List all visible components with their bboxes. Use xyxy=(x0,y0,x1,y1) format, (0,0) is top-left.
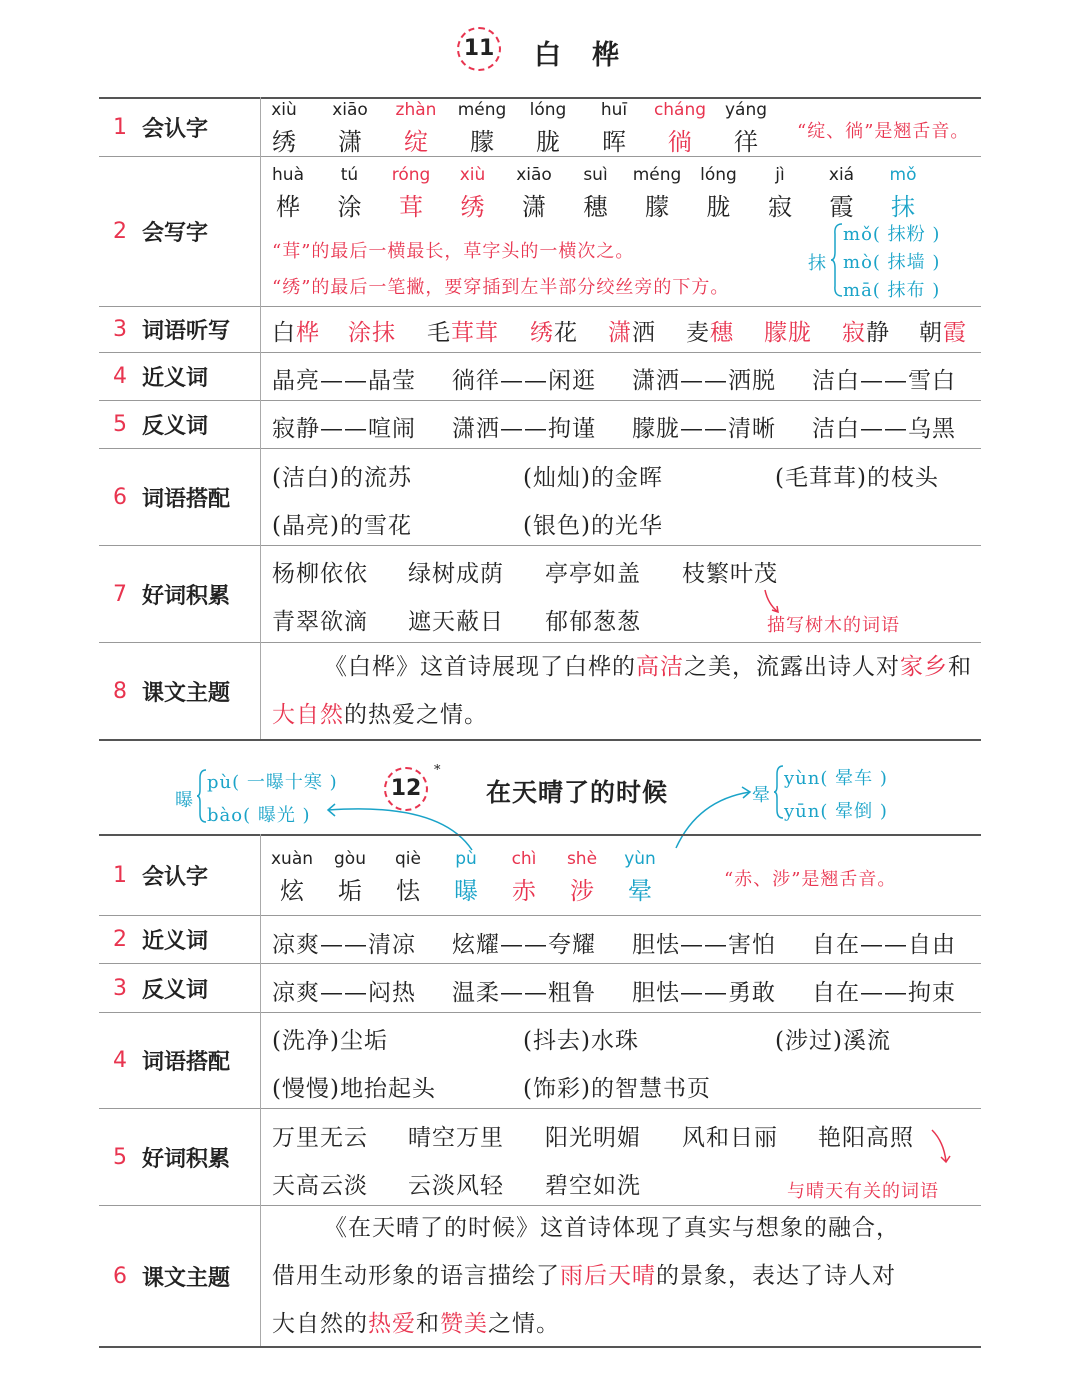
hanzi: 桦 xyxy=(276,193,300,221)
pinyin: tú xyxy=(340,165,359,185)
hanzi: 绣 xyxy=(460,193,485,221)
row-label: 6 课文主题 xyxy=(113,1263,231,1291)
pinyin: xiù xyxy=(459,165,486,185)
good-words-note: 描写树木的词语 xyxy=(767,615,900,636)
row-label: 7 好词积累 xyxy=(113,581,231,609)
good-word: 艳阳高照 xyxy=(818,1125,914,1151)
dictation-word: 毛茸茸 xyxy=(427,320,499,346)
row-label: 5 反义词 xyxy=(113,412,209,439)
dictation-word: 潇洒 xyxy=(608,320,656,346)
hanzi: 涉 xyxy=(570,877,594,905)
hanzi: 绽 xyxy=(404,128,428,156)
pinyin: gòu xyxy=(334,849,366,869)
polyphone-reading: mā( 抹布 ) xyxy=(843,280,941,301)
divider xyxy=(260,834,261,1346)
pinyin: qiè xyxy=(395,849,421,869)
hanzi: 抹 xyxy=(891,193,915,221)
polyphone-reading: mò( 抹墙 ) xyxy=(843,252,941,273)
word-pair: 自在——拘束 xyxy=(812,980,956,1006)
pinyin: xiù xyxy=(271,100,297,120)
brace-icon xyxy=(830,222,844,298)
pinyin: pù xyxy=(455,849,477,869)
pinyin: méng xyxy=(632,165,682,185)
good-word: 遮天蔽日 xyxy=(408,609,504,635)
hanzi: 茸 xyxy=(399,193,423,221)
row-label: 5 好词积累 xyxy=(113,1144,231,1172)
hanzi: 朦 xyxy=(470,128,494,156)
hanzi: 潇 xyxy=(338,128,362,156)
collocation: (晶亮)的雪花 xyxy=(272,513,412,539)
row-label: 1 会认字 xyxy=(113,862,209,890)
collocation: (涉过)溪流 xyxy=(775,1028,891,1054)
dictation-word: 涂抹 xyxy=(348,320,396,346)
collocation: (饰彩)的智慧书页 xyxy=(523,1076,711,1102)
collocation: (灿灿)的金晖 xyxy=(523,465,663,491)
pinyin: lóng xyxy=(700,165,737,185)
row-label: 6 词语搭配 xyxy=(113,484,231,512)
row-label: 2 会写字 xyxy=(113,219,209,246)
lesson-title: 白 桦 xyxy=(534,40,621,71)
pinyin: yáng xyxy=(724,100,768,120)
pinyin: zhàn xyxy=(395,100,437,120)
hanzi: 晕 xyxy=(628,877,652,905)
hanzi: 穗 xyxy=(583,193,608,221)
word-pair: 潇洒——拘谨 xyxy=(452,416,596,442)
row-label: 1 会认字 xyxy=(113,114,209,142)
hanzi: 曝 xyxy=(454,877,478,905)
hanzi: 霞 xyxy=(829,193,854,221)
word-pair: 温柔——粗鲁 xyxy=(452,980,596,1006)
lesson-number-badge: 12 xyxy=(384,767,428,811)
good-word: 天高云淡 xyxy=(272,1173,368,1199)
hanzi: 晖 xyxy=(602,128,626,156)
good-word: 绿树成荫 xyxy=(408,561,504,587)
arrow-icon xyxy=(670,782,760,852)
hanzi: 潇 xyxy=(522,193,546,221)
write-note-1: “茸”的最后一横最长，草字头的一横次之。 xyxy=(272,241,635,262)
pinyin: róng xyxy=(391,165,431,185)
row-label: 8 课文主题 xyxy=(113,678,231,706)
good-word: 郁郁葱葱 xyxy=(545,609,641,635)
pinyin: cháng xyxy=(653,100,707,120)
word-pair: 自在——自由 xyxy=(812,932,956,958)
polyphone-reading: pù( 一曝十寒 ) xyxy=(207,772,338,793)
pinyin: shè xyxy=(566,849,598,869)
read-note: “绽、徜”是翘舌音。 xyxy=(797,121,970,142)
good-word: 阳光明媚 xyxy=(545,1125,641,1151)
pinyin: huà xyxy=(272,165,304,185)
word-pair: 洁白——雪白 xyxy=(812,368,956,394)
collocation: (银色)的光华 xyxy=(523,513,663,539)
good-word: 枝繁叶茂 xyxy=(682,561,778,587)
theme-paragraph: 《在天晴了的时候》这首诗体现了真实与想象的融合， 借用生动形象的语言描绘了雨后天晴的景象，表达了诗人对 大自然的热爱和赞美之情。 xyxy=(272,1215,900,1337)
hanzi: 炫 xyxy=(280,877,304,905)
pinyin: méng xyxy=(457,100,507,120)
good-word: 风和日丽 xyxy=(682,1125,778,1151)
hanzi: 怯 xyxy=(396,877,420,905)
good-word: 杨柳依依 xyxy=(272,561,368,587)
polyphone-reading: mǒ( 抹粉 ) xyxy=(843,224,941,245)
hanzi: 徉 xyxy=(734,128,758,156)
good-word: 万里无云 xyxy=(272,1125,368,1151)
polyphone-reading: bào( 曝光 ) xyxy=(207,805,311,826)
hanzi: 垢 xyxy=(338,877,362,905)
row-label: 4 词语搭配 xyxy=(113,1048,231,1075)
arrow-icon xyxy=(930,1128,952,1168)
word-pair: 晶亮——晶莹 xyxy=(272,368,416,394)
good-words-note: 与晴天有关的词语 xyxy=(787,1181,939,1202)
good-word: 云淡风轻 xyxy=(408,1173,504,1199)
word-pair: 寂静——喧闹 xyxy=(272,416,416,442)
polyphone-reading: yūn( 晕倒 ) xyxy=(784,801,888,822)
word-pair: 凉爽——清凉 xyxy=(272,932,416,958)
dictation-word: 麦穗 xyxy=(686,320,734,346)
hanzi: 徜 xyxy=(668,128,692,156)
row-label: 2 近义词 xyxy=(113,927,209,954)
good-word: 青翠欲滴 xyxy=(272,609,368,635)
word-pair: 洁白——乌黑 xyxy=(812,416,956,442)
word-pair: 潇洒——洒脱 xyxy=(632,368,776,394)
write-note-2: “绣”的最后一笔撇，要穿插到左半部分绞丝旁的下方。 xyxy=(272,277,730,298)
hanzi: 寂 xyxy=(768,193,792,221)
polyphone-reading: yùn( 晕车 ) xyxy=(784,768,888,789)
word-pair: 朦胧——清晰 xyxy=(632,416,776,442)
lesson-number-badge: 11 xyxy=(457,27,501,71)
pinyin: suì xyxy=(583,165,608,185)
dictation-word: 寂静 xyxy=(842,320,890,346)
word-pair: 胆怯——害怕 xyxy=(632,932,776,958)
dictation-word: 朦胧 xyxy=(764,320,812,346)
good-word: 晴空万里 xyxy=(408,1125,504,1151)
pinyin: lóng xyxy=(529,100,567,120)
pinyin: mǒ xyxy=(889,165,917,185)
collocation: (抖去)水珠 xyxy=(523,1028,639,1054)
pinyin: jì xyxy=(775,165,785,185)
dictation-word: 绣花 xyxy=(530,320,578,346)
row-label: 3 词语听写 xyxy=(113,317,231,344)
row-label: 4 近义词 xyxy=(113,364,209,391)
word-pair: 胆怯——勇敢 xyxy=(632,980,776,1006)
good-word: 亭亭如盖 xyxy=(545,561,641,587)
word-pair: 凉爽——闷热 xyxy=(272,980,416,1006)
word-pair: 徜徉——闲逛 xyxy=(452,368,596,394)
optional-mark: * xyxy=(434,763,441,778)
read-note: “赤、涉”是翘舌音。 xyxy=(724,869,897,890)
dictation-word: 朝霞 xyxy=(919,320,967,346)
theme-paragraph: 《白桦》这首诗展现了白桦的高洁之美，流露出诗人对家乡和大自然的热爱之情。 xyxy=(272,654,972,728)
collocation: (毛茸茸)的枝头 xyxy=(775,465,939,491)
pinyin: xiá xyxy=(828,165,855,185)
pinyin: huī xyxy=(600,100,628,120)
collocation: (洗净)尘垢 xyxy=(272,1028,388,1054)
collocation: (慢慢)地抬起头 xyxy=(272,1076,436,1102)
hanzi: 胧 xyxy=(536,128,560,156)
pinyin: chì xyxy=(511,849,537,869)
pinyin: xiāo xyxy=(332,100,368,120)
dictation-word: 白桦 xyxy=(272,320,320,346)
pinyin: yùn xyxy=(624,849,656,869)
polyphone-char: 抹 xyxy=(808,253,827,274)
lesson-title: 在天晴了的时候 xyxy=(486,778,669,807)
hanzi: 胧 xyxy=(706,193,731,221)
polyphone-char: 晕 xyxy=(752,785,771,806)
word-pair: 炫耀——夸耀 xyxy=(452,932,596,958)
hanzi: 朦 xyxy=(645,193,669,221)
polyphone-char: 曝 xyxy=(175,790,194,811)
row-label: 3 反义词 xyxy=(113,975,209,1003)
pinyin: xuàn xyxy=(270,849,314,869)
pinyin: xiāo xyxy=(516,165,552,185)
divider xyxy=(99,739,981,741)
good-word: 碧空如洗 xyxy=(545,1173,641,1199)
hanzi: 涂 xyxy=(337,193,362,221)
hanzi: 绣 xyxy=(272,128,296,156)
collocation: (洁白)的流苏 xyxy=(272,465,412,491)
hanzi: 赤 xyxy=(512,877,536,905)
